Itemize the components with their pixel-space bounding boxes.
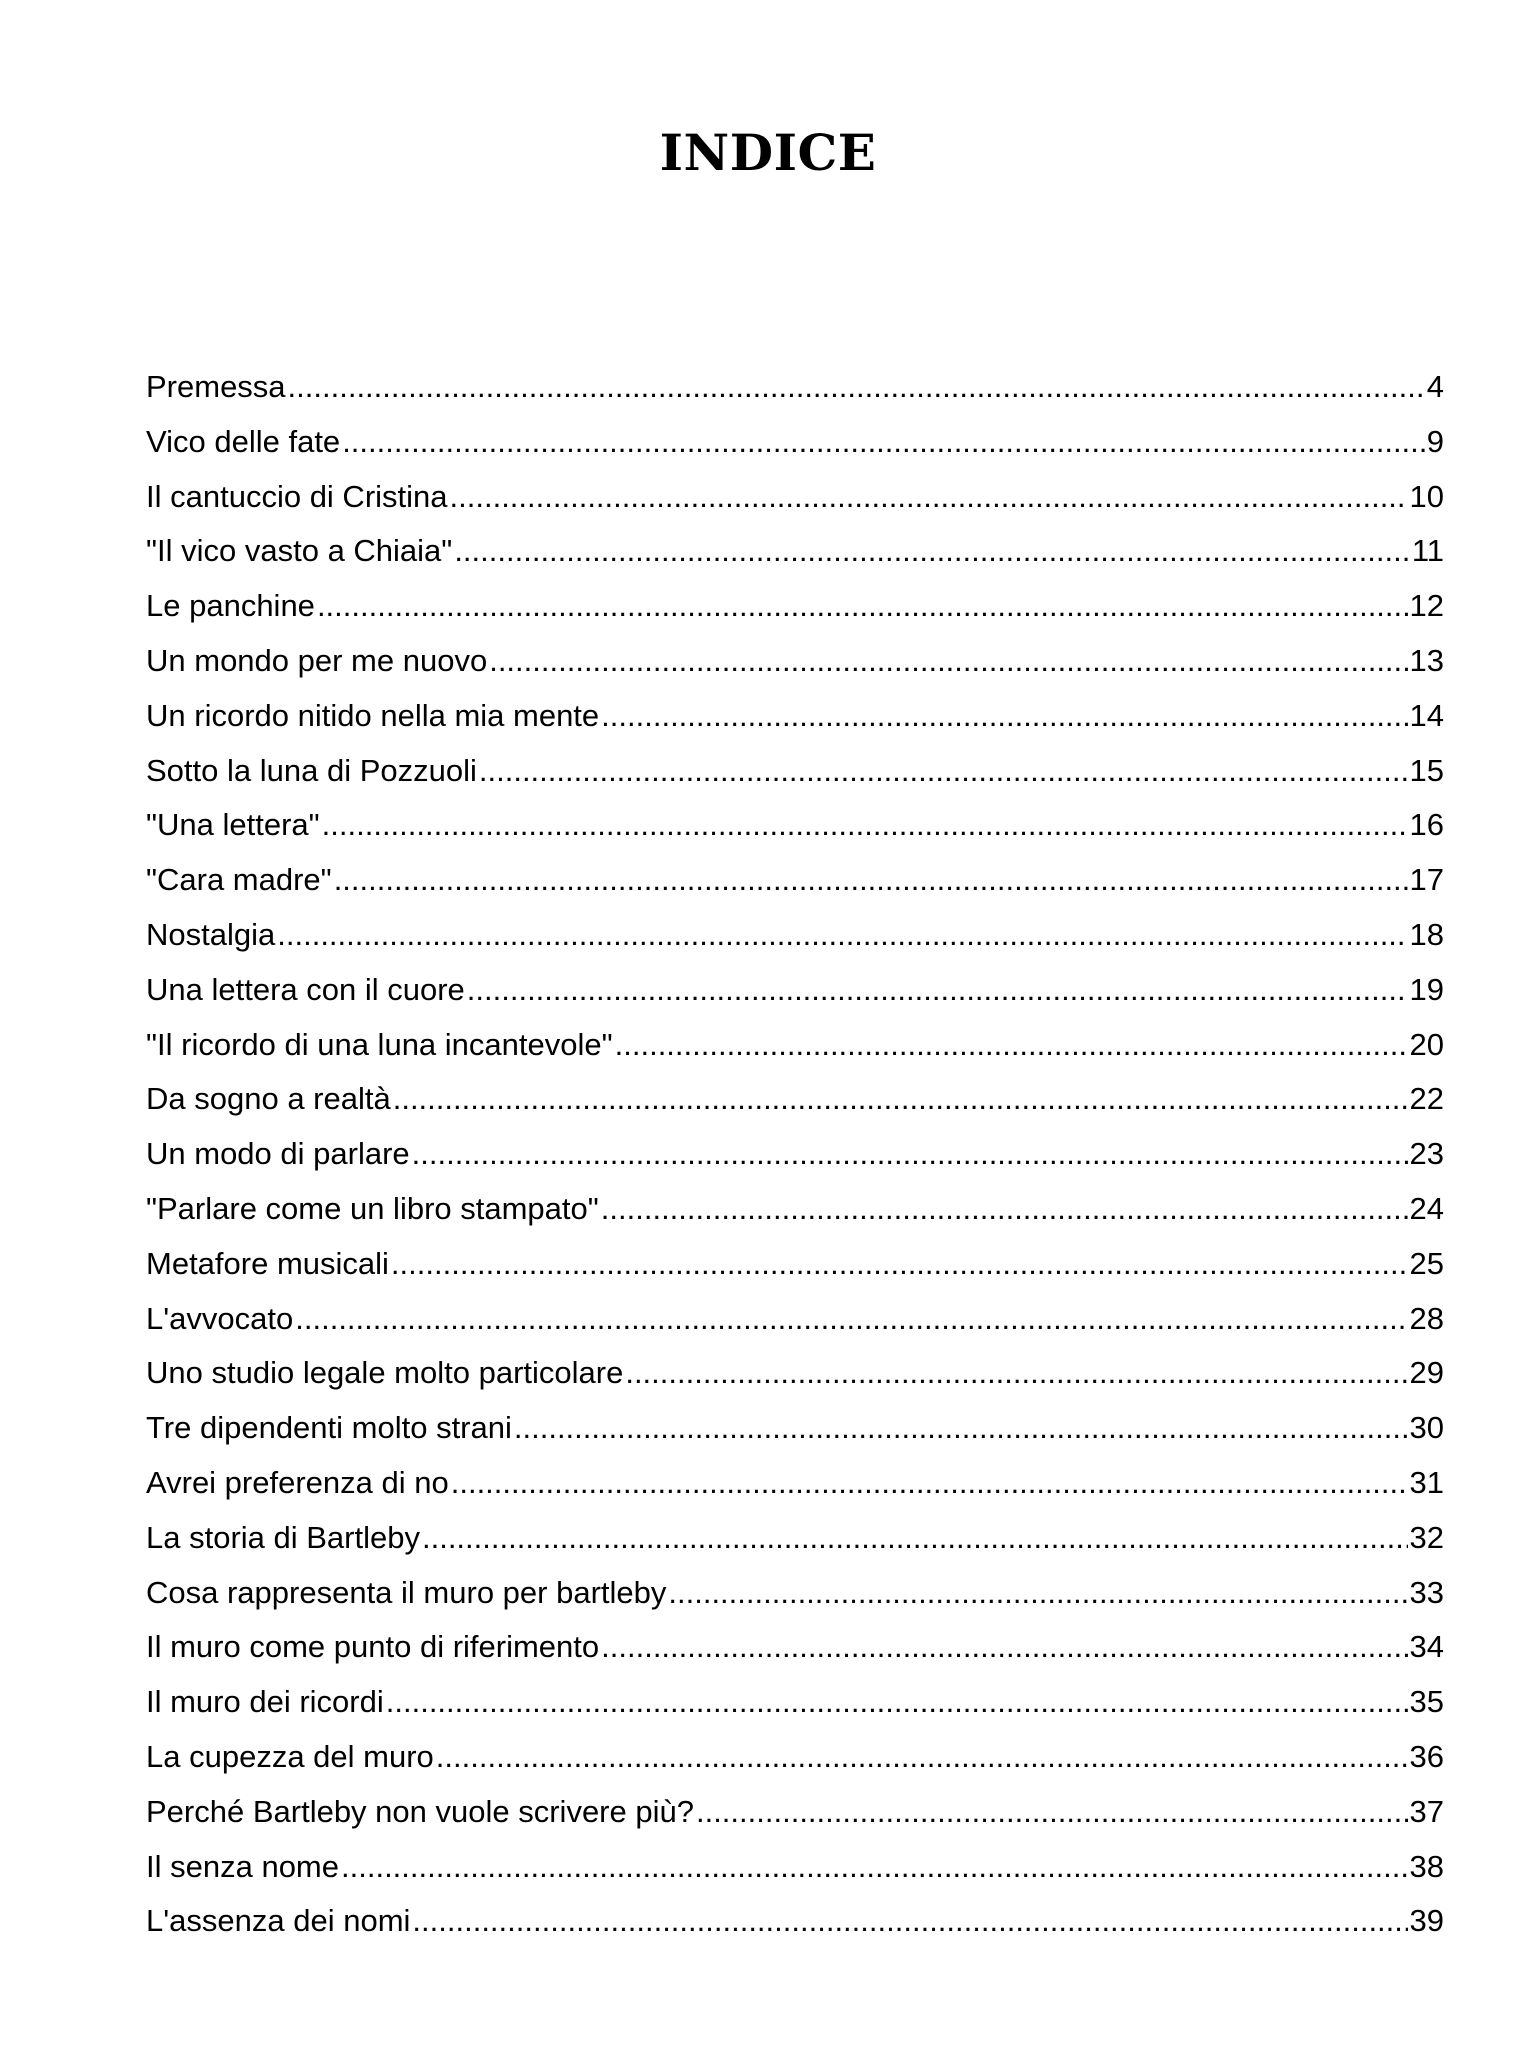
toc-entry[interactable] [146, 417, 1444, 472]
toc-entry-page-number: 15 [1409, 752, 1444, 788]
toc-entry-page-number: 29 [1409, 1355, 1444, 1391]
toc-entry-title: Il senza nome [146, 1848, 339, 1884]
toc-entry-title: Uno studio legale molto particolare [146, 1355, 624, 1391]
toc-entry[interactable] [146, 1787, 1444, 1842]
toc-entry-page-number: 18 [1409, 916, 1444, 952]
toc-entry-page-number: 23 [1409, 1136, 1444, 1172]
toc-dot-leader [412, 1129, 1408, 1179]
toc-entry-title: Un ricordo nitido nella mia mente [146, 697, 600, 733]
toc-entry-page-number: 30 [1409, 1410, 1444, 1446]
toc-entry-title: "Il ricordo di una luna incantevole" [146, 1026, 613, 1062]
toc-entry-page-number: 20 [1409, 1026, 1444, 1062]
toc-dot-leader [412, 1896, 1407, 1946]
toc-entry[interactable] [146, 1239, 1444, 1294]
toc-entry-title: Avrei preferenza di no [146, 1464, 449, 1500]
toc-dot-leader [386, 1677, 1408, 1727]
toc-entry-page-number: 22 [1409, 1081, 1444, 1117]
toc-entry-page-number: 24 [1409, 1190, 1444, 1226]
toc-entry-title: Un mondo per me nuovo [146, 642, 488, 678]
toc-entry-title: Nostalgia [146, 916, 276, 952]
toc-entry-page-number: 33 [1409, 1574, 1444, 1610]
toc-dot-leader [625, 1348, 1407, 1398]
toc-dot-leader [696, 1787, 1408, 1837]
toc-dot-leader [391, 1239, 1408, 1289]
table-of-contents [146, 362, 1444, 1951]
toc-dot-leader [454, 526, 1410, 576]
toc-entry-title: Metafore musicali [146, 1245, 389, 1281]
toc-entry[interactable] [146, 472, 1444, 527]
toc-entry[interactable] [146, 910, 1444, 965]
toc-entry-title: Una lettera con il cuore [146, 971, 465, 1007]
toc-entry-page-number: 28 [1409, 1300, 1444, 1336]
toc-entry-page-number: 38 [1409, 1848, 1444, 1884]
toc-entry-title: "Il vico vasto a Chiaia" [146, 533, 453, 569]
toc-entry[interactable] [146, 1896, 1444, 1951]
toc-dot-leader [514, 1403, 1408, 1453]
toc-entry[interactable] [146, 1568, 1444, 1623]
toc-entry-page-number: 10 [1409, 478, 1444, 514]
toc-dot-leader [615, 1020, 1408, 1070]
toc-entry[interactable] [146, 1622, 1444, 1677]
toc-entry[interactable] [146, 691, 1444, 746]
toc-entry[interactable] [146, 1732, 1444, 1787]
toc-entry-title: Sotto la luna di Pozzuoli [146, 752, 477, 788]
toc-entry-title: Le panchine [146, 588, 315, 624]
toc-entry-title: Tre dipendenti molto strani [146, 1410, 512, 1446]
toc-entry-page-number: 14 [1409, 697, 1444, 733]
toc-entry-title: Il cantuccio di Cristina [146, 478, 448, 514]
toc-entry[interactable] [146, 1020, 1444, 1075]
toc-entry-title: L'avvocato [146, 1300, 294, 1336]
toc-entry[interactable] [146, 636, 1444, 691]
toc-dot-leader [317, 581, 1408, 631]
toc-entry[interactable] [146, 1129, 1444, 1184]
toc-entry[interactable] [146, 1458, 1444, 1513]
toc-dot-leader [295, 1294, 1407, 1344]
toc-dot-leader [436, 1732, 1408, 1782]
toc-entry-title: "Cara madre" [146, 862, 332, 898]
toc-entry-title: La storia di Bartleby [146, 1519, 420, 1555]
toc-entry-page-number: 37 [1409, 1793, 1444, 1829]
toc-entry-page-number: 31 [1409, 1464, 1444, 1500]
toc-entry-page-number: 13 [1409, 642, 1444, 678]
toc-entry-title: Da sogno a realtà [146, 1081, 391, 1117]
toc-dot-leader [422, 1513, 1408, 1563]
toc-entry[interactable] [146, 855, 1444, 910]
toc-entry-page-number: 39 [1409, 1903, 1444, 1939]
toc-entry[interactable] [146, 1184, 1444, 1239]
toc-dot-leader [467, 965, 1408, 1015]
toc-entry-page-number: 36 [1409, 1738, 1444, 1774]
toc-entry-page-number: 9 [1426, 423, 1444, 459]
toc-entry-page-number: 12 [1409, 588, 1444, 624]
toc-entry-title: Premessa [146, 369, 286, 404]
toc-entry-title: Perché Bartleby non vuole scrivere più? [146, 1793, 694, 1829]
toc-entry-page-number: 34 [1409, 1629, 1444, 1665]
toc-dot-leader [668, 1568, 1407, 1618]
toc-entry-title: Un modo di parlare [146, 1136, 410, 1172]
toc-dot-leader [342, 417, 1425, 467]
toc-dot-leader [601, 1184, 1408, 1234]
toc-dot-leader [393, 1074, 1408, 1124]
toc-dot-leader [341, 1842, 1408, 1892]
toc-entry-title: La cupezza del muro [146, 1738, 434, 1774]
toc-entry-title: "Parlare come un libro stampato" [146, 1190, 599, 1226]
toc-entry[interactable] [146, 1403, 1444, 1458]
toc-entry-page-number: 35 [1409, 1684, 1444, 1720]
toc-dot-leader [288, 362, 1425, 412]
toc-entry[interactable] [146, 581, 1444, 636]
toc-entry-page-number: 32 [1409, 1519, 1444, 1555]
toc-entry[interactable] [146, 1348, 1444, 1403]
toc-entry-page-number: 19 [1409, 971, 1444, 1007]
toc-entry[interactable] [146, 965, 1444, 1020]
toc-entry-page-number: 4 [1426, 369, 1444, 404]
toc-dot-leader [450, 472, 1408, 522]
toc-dot-leader [322, 800, 1408, 850]
toc-entry-title: Il muro dei ricordi [146, 1684, 384, 1720]
toc-dot-leader [277, 910, 1407, 960]
toc-entry-title: "Una lettera" [146, 807, 320, 843]
toc-dot-leader [451, 1458, 1408, 1508]
toc-entry[interactable] [146, 746, 1444, 801]
toc-dot-leader [601, 1622, 1407, 1672]
toc-entry[interactable] [146, 1677, 1444, 1732]
toc-entry-title: Il muro come punto di riferimento [146, 1629, 600, 1665]
toc-dot-leader [601, 691, 1407, 741]
toc-entry[interactable] [146, 1842, 1444, 1897]
toc-entry-title: Cosa rappresenta il muro per bartleby [146, 1574, 667, 1610]
toc-dot-leader [479, 746, 1408, 796]
toc-dot-leader [334, 855, 1408, 905]
toc-entry[interactable] [146, 1074, 1444, 1129]
toc-dot-leader [489, 636, 1407, 686]
toc-entry-page-number: 11 [1411, 533, 1444, 569]
toc-entry-page-number: 25 [1409, 1245, 1444, 1281]
toc-entry[interactable] [146, 362, 1444, 417]
toc-entry[interactable] [146, 1513, 1444, 1568]
toc-entry[interactable] [146, 800, 1444, 855]
toc-entry-title: Vico delle fate [146, 423, 341, 459]
page-title: INDICE [659, 123, 877, 182]
toc-entry-page-number: 16 [1409, 807, 1444, 843]
toc-entry[interactable] [146, 1294, 1444, 1349]
toc-entry[interactable] [146, 526, 1444, 581]
toc-entry-title: L'assenza dei nomi [146, 1903, 411, 1939]
toc-entry-page-number: 17 [1409, 862, 1444, 898]
